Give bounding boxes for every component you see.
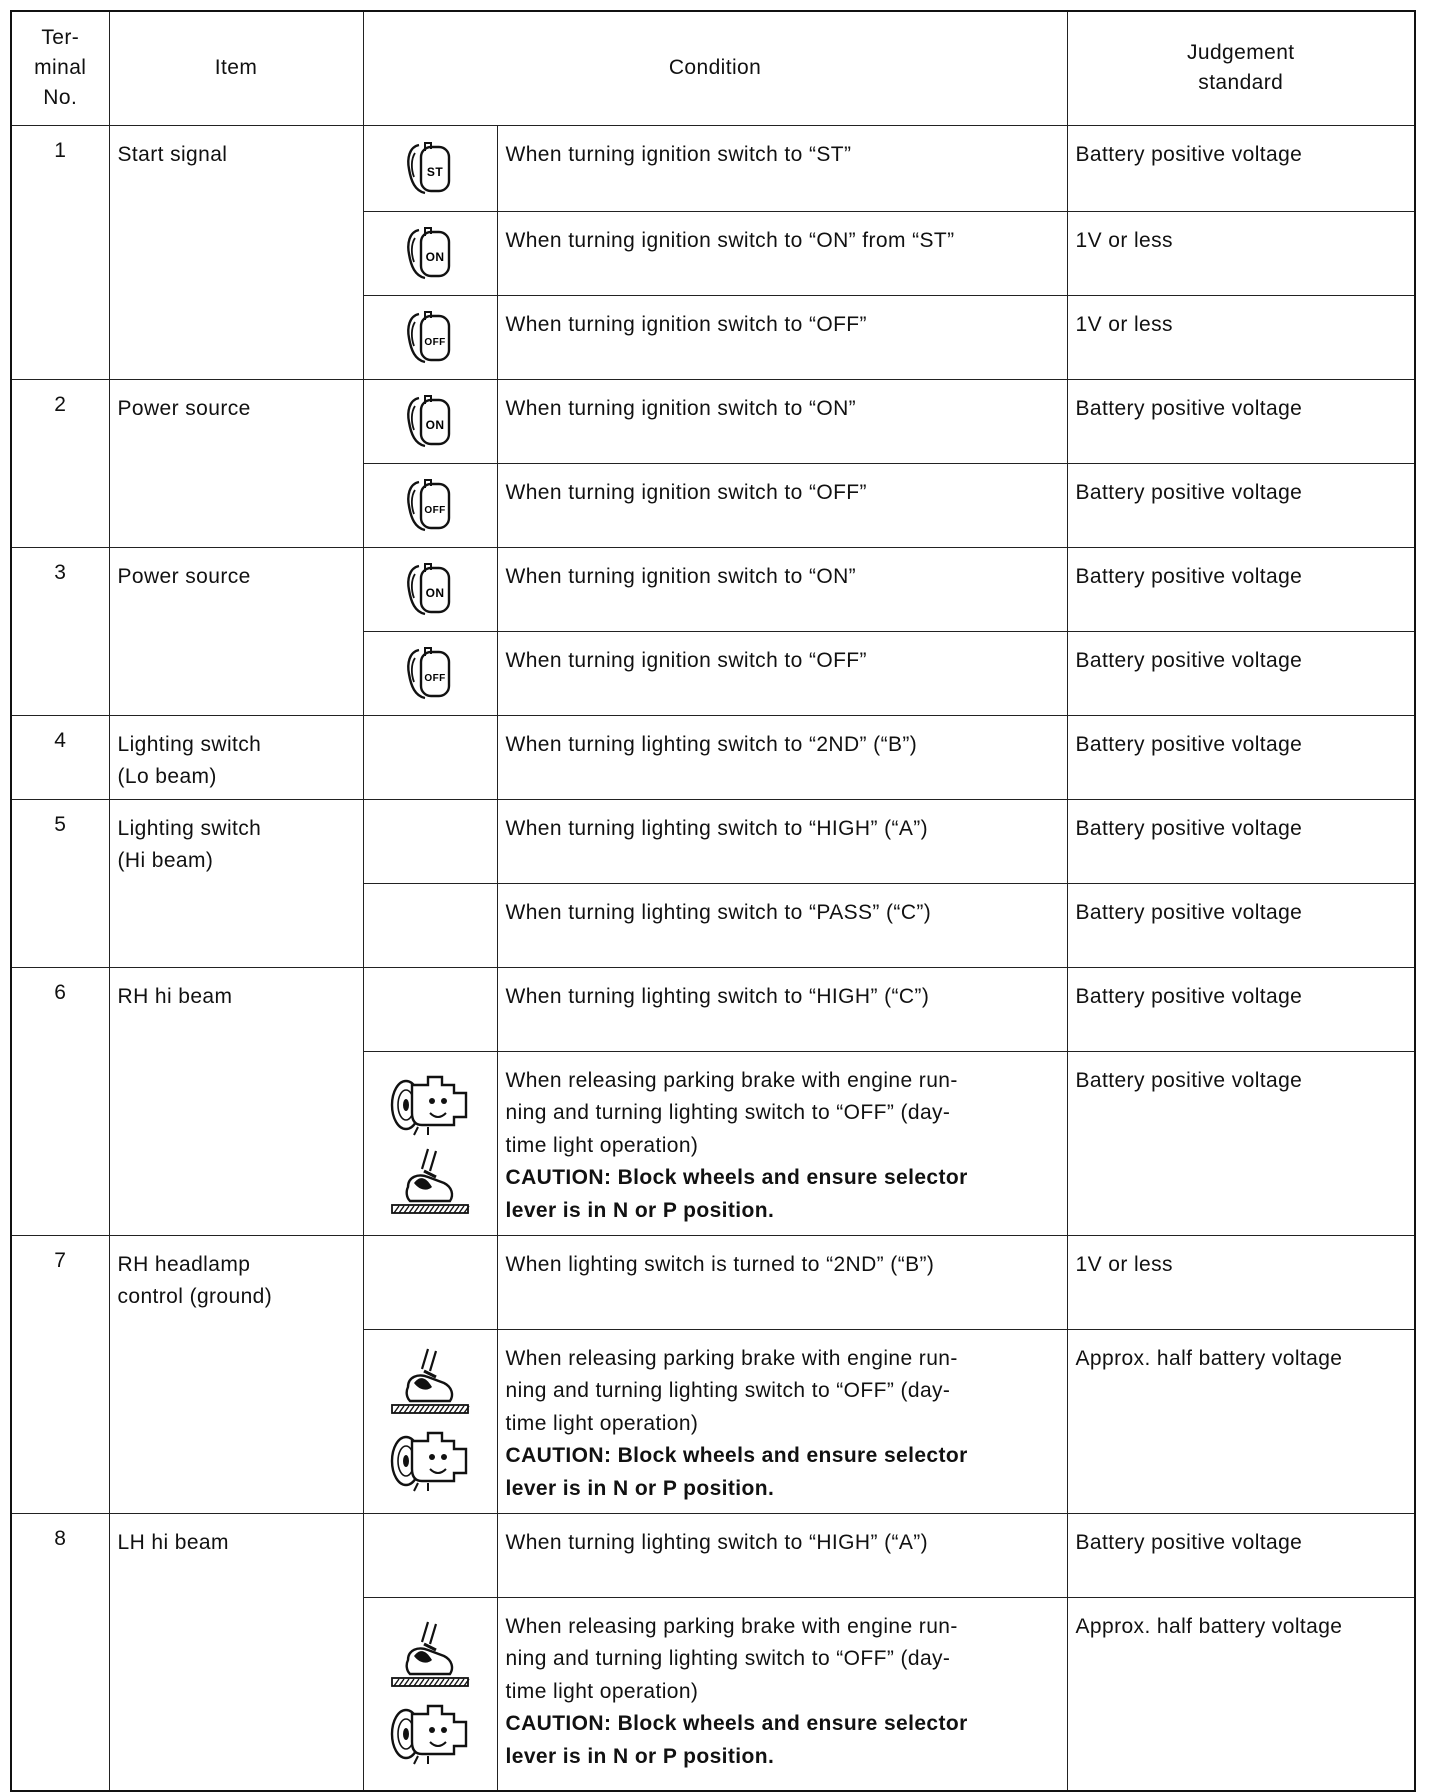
parking-brake-icon: [388, 1347, 472, 1417]
judgement-cell: Battery positive voltage: [1067, 463, 1415, 547]
condition-icon-cell: [363, 883, 497, 967]
condition-cell: [497, 1051, 1067, 1235]
item-cell: Power source: [109, 379, 363, 547]
condition-text: When turning lighting switch to “HIGH” (“C”): [505, 984, 930, 1008]
condition-cell: [497, 883, 1067, 967]
condition-icon-cell: [363, 1235, 497, 1329]
parking-brake-icon: [388, 1147, 472, 1217]
condition-text: When turning ignition switch to “ON”: [505, 564, 857, 588]
condition-cell: [497, 211, 1067, 295]
condition-text: When turning ignition switch to “OFF”: [505, 480, 867, 504]
table-row: [11, 379, 1415, 463]
brake-engine-icon: [364, 1620, 497, 1768]
key-position-label: ON: [425, 586, 445, 600]
table-row: [11, 1235, 1415, 1329]
engine-running-icon: [388, 1069, 472, 1139]
header-item: Item: [109, 11, 363, 125]
item-cell: Start signal: [109, 125, 363, 379]
terminal-number-cell: 5: [11, 799, 109, 967]
caution-text: CAUTION: Block wheels and ensure selector lever is in N or P position.: [505, 1444, 968, 1500]
key-off-icon: [364, 308, 497, 366]
condition-icon-cell: [363, 1597, 497, 1791]
condition-cell: [497, 1597, 1067, 1791]
table-row: [11, 1513, 1415, 1597]
judgement-cell: 1V or less: [1067, 295, 1415, 379]
judgement-cell: Approx. half battery voltage: [1067, 1597, 1415, 1791]
key-position-label: ST: [426, 165, 444, 179]
condition-text: When lighting switch is turned to “2ND” (“B”): [505, 1252, 935, 1276]
condition-text: When releasing parking brake with engine run- ning and turning lighting switch to “OFF” (day- time light operation): [505, 1346, 958, 1435]
key-position-label: OFF: [424, 505, 446, 516]
judgement-cell: 1V or less: [1067, 211, 1415, 295]
condition-cell: [497, 631, 1067, 715]
brake-engine-icon: [364, 1347, 497, 1495]
condition-text: When turning lighting switch to “2ND” (“B”): [505, 732, 918, 756]
item-cell: Power source: [109, 547, 363, 715]
judgement-cell: Battery positive voltage: [1067, 967, 1415, 1051]
engine-brake-icon: [364, 1069, 497, 1217]
terminal-inspection-table: [10, 10, 1416, 1792]
caution-text: CAUTION: Block wheels and ensure selector lever is in N or P position.: [505, 1712, 968, 1768]
judgement-cell: Battery positive voltage: [1067, 799, 1415, 883]
condition-icon-cell: [363, 547, 497, 631]
condition-cell: [497, 379, 1067, 463]
condition-icon-cell: [363, 125, 497, 211]
item-cell: Lighting switch (Lo beam): [109, 715, 363, 799]
condition-cell: [497, 547, 1067, 631]
condition-text: When turning ignition switch to “ON”: [505, 396, 857, 420]
condition-icon-cell: [363, 1051, 497, 1235]
condition-cell: [497, 799, 1067, 883]
key-on-icon: [364, 560, 497, 618]
condition-icon-cell: [363, 211, 497, 295]
condition-text: When releasing parking brake with engine run- ning and turning lighting switch to “OFF” (day- time light operation): [505, 1068, 958, 1157]
item-cell: RH hi beam: [109, 967, 363, 1235]
judgement-cell: Battery positive voltage: [1067, 715, 1415, 799]
terminal-number-cell: 4: [11, 715, 109, 799]
condition-icon-cell: [363, 1329, 497, 1513]
condition-text: When releasing parking brake with engine run- ning and turning lighting switch to “OFF” (day- time light operation): [505, 1614, 958, 1703]
item-cell: LH hi beam: [109, 1513, 363, 1791]
condition-cell: [497, 715, 1067, 799]
condition-text: When turning ignition switch to “OFF”: [505, 648, 867, 672]
condition-text: When turning ignition switch to “ON” from “ST”: [505, 228, 955, 252]
condition-text: When turning lighting switch to “HIGH” (“A”): [505, 816, 929, 840]
condition-icon-cell: [363, 715, 497, 799]
judgement-cell: Battery positive voltage: [1067, 379, 1415, 463]
key-off-icon: [364, 644, 497, 702]
judgement-cell: Battery positive voltage: [1067, 125, 1415, 211]
condition-icon-cell: [363, 631, 497, 715]
condition-icon-cell: [363, 1513, 497, 1597]
key-position-label: ON: [425, 418, 445, 432]
condition-cell: [497, 1513, 1067, 1597]
condition-icon-cell: [363, 799, 497, 883]
condition-text: When turning ignition switch to “OFF”: [505, 312, 867, 336]
table-row: [11, 125, 1415, 211]
key-off-icon: [364, 476, 497, 534]
condition-text: When turning lighting switch to “HIGH” (“A”): [505, 1530, 929, 1554]
condition-cell: [497, 1235, 1067, 1329]
header-judgement-standard: Judgement standard: [1067, 11, 1415, 125]
key-on-icon: [364, 224, 497, 282]
condition-icon-cell: [363, 967, 497, 1051]
caution-text: CAUTION: Block wheels and ensure selector lever is in N or P position.: [505, 1166, 968, 1222]
item-cell: Lighting switch (Hi beam): [109, 799, 363, 967]
terminal-number-cell: 8: [11, 1513, 109, 1791]
judgement-cell: Approx. half battery voltage: [1067, 1329, 1415, 1513]
key-on-icon: [364, 392, 497, 450]
table-row: [11, 715, 1415, 799]
terminal-number-cell: 1: [11, 125, 109, 379]
judgement-cell: Battery positive voltage: [1067, 631, 1415, 715]
judgement-cell: Battery positive voltage: [1067, 1513, 1415, 1597]
condition-cell: [497, 295, 1067, 379]
condition-cell: [497, 125, 1067, 211]
table-row: [11, 799, 1415, 883]
condition-cell: [497, 463, 1067, 547]
terminal-number-cell: 2: [11, 379, 109, 547]
table-row: [11, 967, 1415, 1051]
terminal-number-cell: 3: [11, 547, 109, 715]
key-position-label: OFF: [424, 673, 446, 684]
condition-cell: [497, 967, 1067, 1051]
condition-text: When turning lighting switch to “PASS” (“C”): [505, 900, 932, 924]
key-position-label: OFF: [424, 337, 446, 348]
engine-running-icon: [388, 1425, 472, 1495]
terminal-number-cell: 7: [11, 1235, 109, 1513]
table-body: [11, 125, 1415, 1791]
table-row: [11, 547, 1415, 631]
condition-icon-cell: [363, 379, 497, 463]
condition-cell: [497, 1329, 1067, 1513]
terminal-inspection-table-sheet: [10, 10, 1416, 1792]
header-terminal-no: Ter- minal No.: [11, 11, 109, 125]
judgement-cell: Battery positive voltage: [1067, 1051, 1415, 1235]
condition-icon-cell: [363, 295, 497, 379]
condition-text: When turning ignition switch to “ST”: [505, 142, 852, 166]
terminal-number-cell: 6: [11, 967, 109, 1235]
header-condition: Condition: [363, 11, 1067, 125]
item-cell: RH headlamp control (ground): [109, 1235, 363, 1513]
key-st-icon: [364, 139, 497, 197]
parking-brake-icon: [388, 1620, 472, 1690]
judgement-cell: Battery positive voltage: [1067, 547, 1415, 631]
header-row: [11, 11, 1415, 125]
judgement-cell: 1V or less: [1067, 1235, 1415, 1329]
judgement-cell: Battery positive voltage: [1067, 883, 1415, 967]
engine-running-icon: [388, 1698, 472, 1768]
condition-icon-cell: [363, 463, 497, 547]
key-position-label: ON: [425, 250, 445, 264]
